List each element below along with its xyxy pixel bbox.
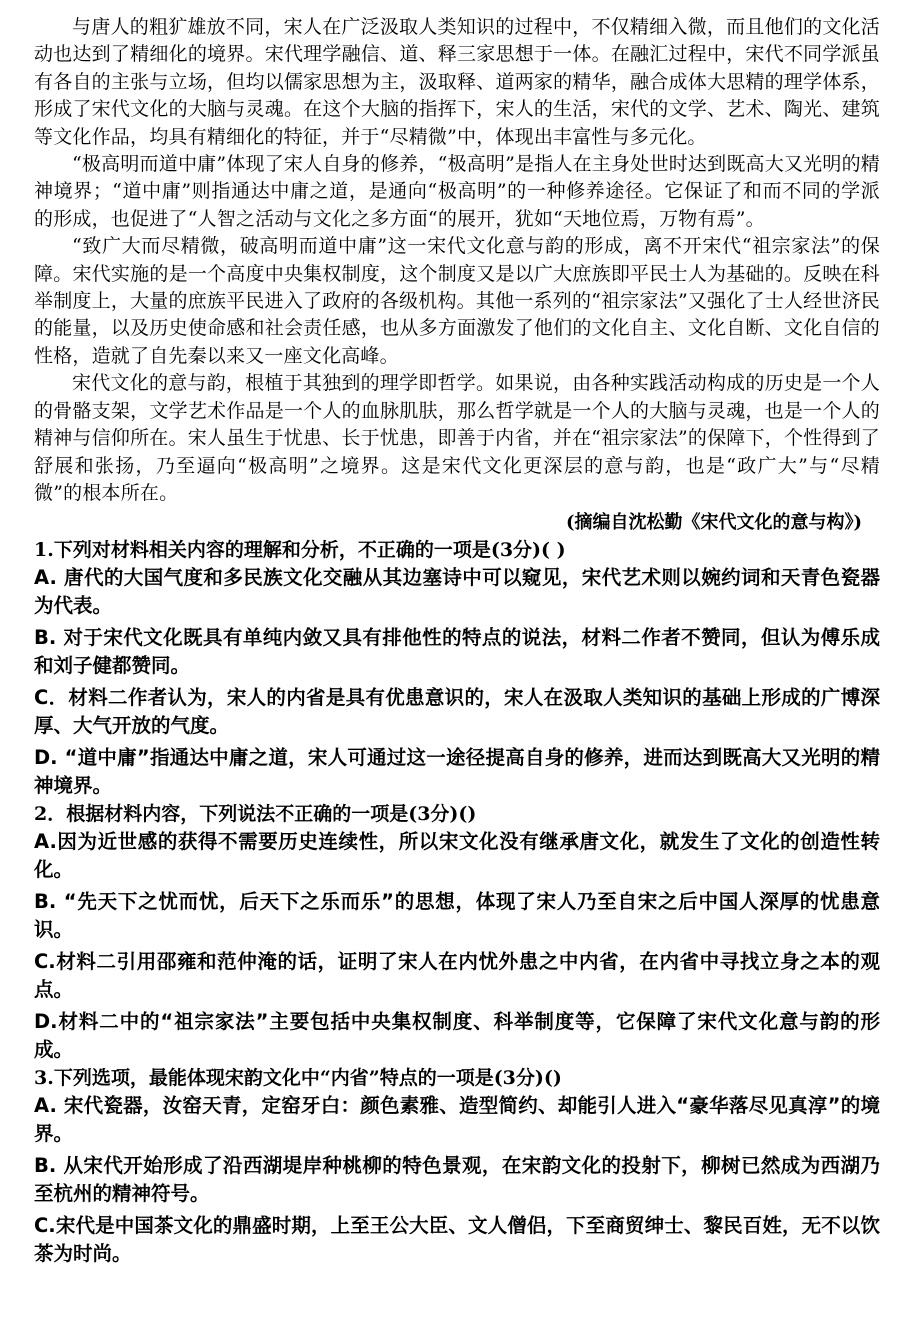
passage-paragraph-2: “极高明而道中庸”体现了宋人自身的修养，“极高明”是指人在主身处世时达到既高大又光明的精神境界；“道中庸”则指通达中庸之道，是通向“极高明”的一种修养途径。它保证了和而不同的学派的形成，也促进了“人智之活动与文化之多方面“的展开，犹如“天地位焉，万物有焉”。: [34, 153, 880, 230]
passage-paragraph-4: 宋代文化的意与韵，根植于其独到的理学即哲学。如果说，由各种实践活动构成的历史是一个人的骨骼支架，文学艺术作品是一个人的血脉肌肤，那么哲学就是一个人的大脑与灵魂，也是一个人的精神与信仰所在。宋人虽生于忧患、长于忧患，即善于内省，并在“祖宗家法”的保障下，个性得到了舒展和张扬，乃至逼向“极高明”之境界。这是宋代文化更深层的意与韵，也是“政广大”与“尽精微”的根本所在。: [34, 372, 880, 504]
question-2-option-b: B. “先天下之忧而忧，后天下之乐而乐”的思想，体现了宋人乃至自宋之后中国人深厚的忧患意识。: [34, 890, 880, 942]
passage-source-citation: (摘编自沈松勤《宋代文化的意与构》): [565, 512, 862, 534]
question-2: [34, 800, 880, 1064]
question-2-option-d: D.材料二中的“祖宗家法”主要包括中央集权制度、科举制度等，它保障了宋代文化意与韵的形成。: [34, 1010, 880, 1062]
reading-passage: [34, 14, 880, 507]
question-3-option-b: B. 从宋代开始形成了沿西湖堤岸种桃柳的特色景观，在宋韵文化的投射下，柳树已然成为西湖乃至杭州的精神符号。: [34, 1154, 880, 1206]
question-1-option-c: C．材料二作者认为，宋人的内省是具有优患意识的，宋人在汲取人类知识的基础上形成的广博深厚、大气开放的气度。: [34, 686, 880, 738]
question-2-option-c: C.材料二引用邵雍和范仲淹的话，证明了宋人在内忧外患之中内省，在内省中寻找立身之本的观点。: [34, 950, 880, 1002]
question-1-option-a: A. 唐代的大国气度和多民族文化交融从其边塞诗中可以窥见，宋代艺术则以婉约词和天青色瓷器为代表。: [34, 566, 880, 618]
question-1-stem: 1.下列对材料相关内容的理解和分析，不正确的一项是(3分)( ): [34, 539, 566, 562]
question-2-stem: 2．根据材料内容，下列说法不正确的一项是(3分)(): [34, 803, 477, 826]
question-3: [34, 1064, 880, 1268]
question-1-option-d: D. “道中庸”指通达中庸之道，宋人可通过这一途径提高自身的修养，进而达到既高大又光明的精神境界。: [34, 746, 880, 798]
question-2-option-a: A.因为近世感的获得不需要历史连续性，所以宋文化没有继承唐文化，就发生了文化的创造性转化。: [34, 830, 880, 882]
passage-paragraph-1: 与唐人的粗犷雄放不同，宋人在广泛汲取人类知识的过程中，不仅精细入微，而且他们的文化活动也达到了精细化的境界。宋代理学融信、道、释三家思想于一体。在融汇过程中，宋代不同学派虽有各自的主张与立场，但均以儒家思想为主，汲取释、道两家的精华，融合成体大思精的理学体系，形成了宋代文化的大脑与灵魂。在这个大脑的指挥下，宋人的生活，宋代的文学、艺术、陶光、建筑等文化作品，均具有精细化的特征，并于“尽精微”中，体现出丰富性与多元化。: [34, 16, 880, 148]
question-1: [34, 536, 880, 800]
passage-paragraph-3: “致广大而尽精微，破高明而道中庸”这一宋代文化意与韵的形成，离不开宋代“祖宗家法”的保障。宋代实施的是一个高度中央集权制度，这个制度又是以广大庶族即平民士人为基础的。反映在科举制度上，大量的庶族平民进入了政府的各级机构。其他一系列的“祖宗家法”又强化了士人经世济民的能量，以及历史使命感和社会责任感，也从多方面激发了他们的文化自主、文化自断、文化自信的性格，造就了自先秦以来又一座文化高峰。: [34, 235, 880, 367]
question-3-option-a: A. 宋代瓷器，汝窑天青，定窑牙白：颜色素雅、造型简约、却能引人进入“豪华落尽见真淳”的境界。: [34, 1094, 880, 1146]
question-1-option-b: B. 对于宋代文化既具有单纯内敛又具有排他性的特点的说法，材料二作者不赞同，但认为傅乐成和刘子健都赞同。: [34, 626, 880, 678]
question-3-stem: 3.下列选项，最能体现宋韵文化中“内省”特点的一项是(3分)(): [34, 1067, 562, 1090]
question-3-option-c: C.宋代是中国茶文化的鼎盛时期，上至王公大臣、文人僧侣，下至商贸绅士、黎民百姓，无不以饮茶为时尚。: [34, 1214, 880, 1266]
